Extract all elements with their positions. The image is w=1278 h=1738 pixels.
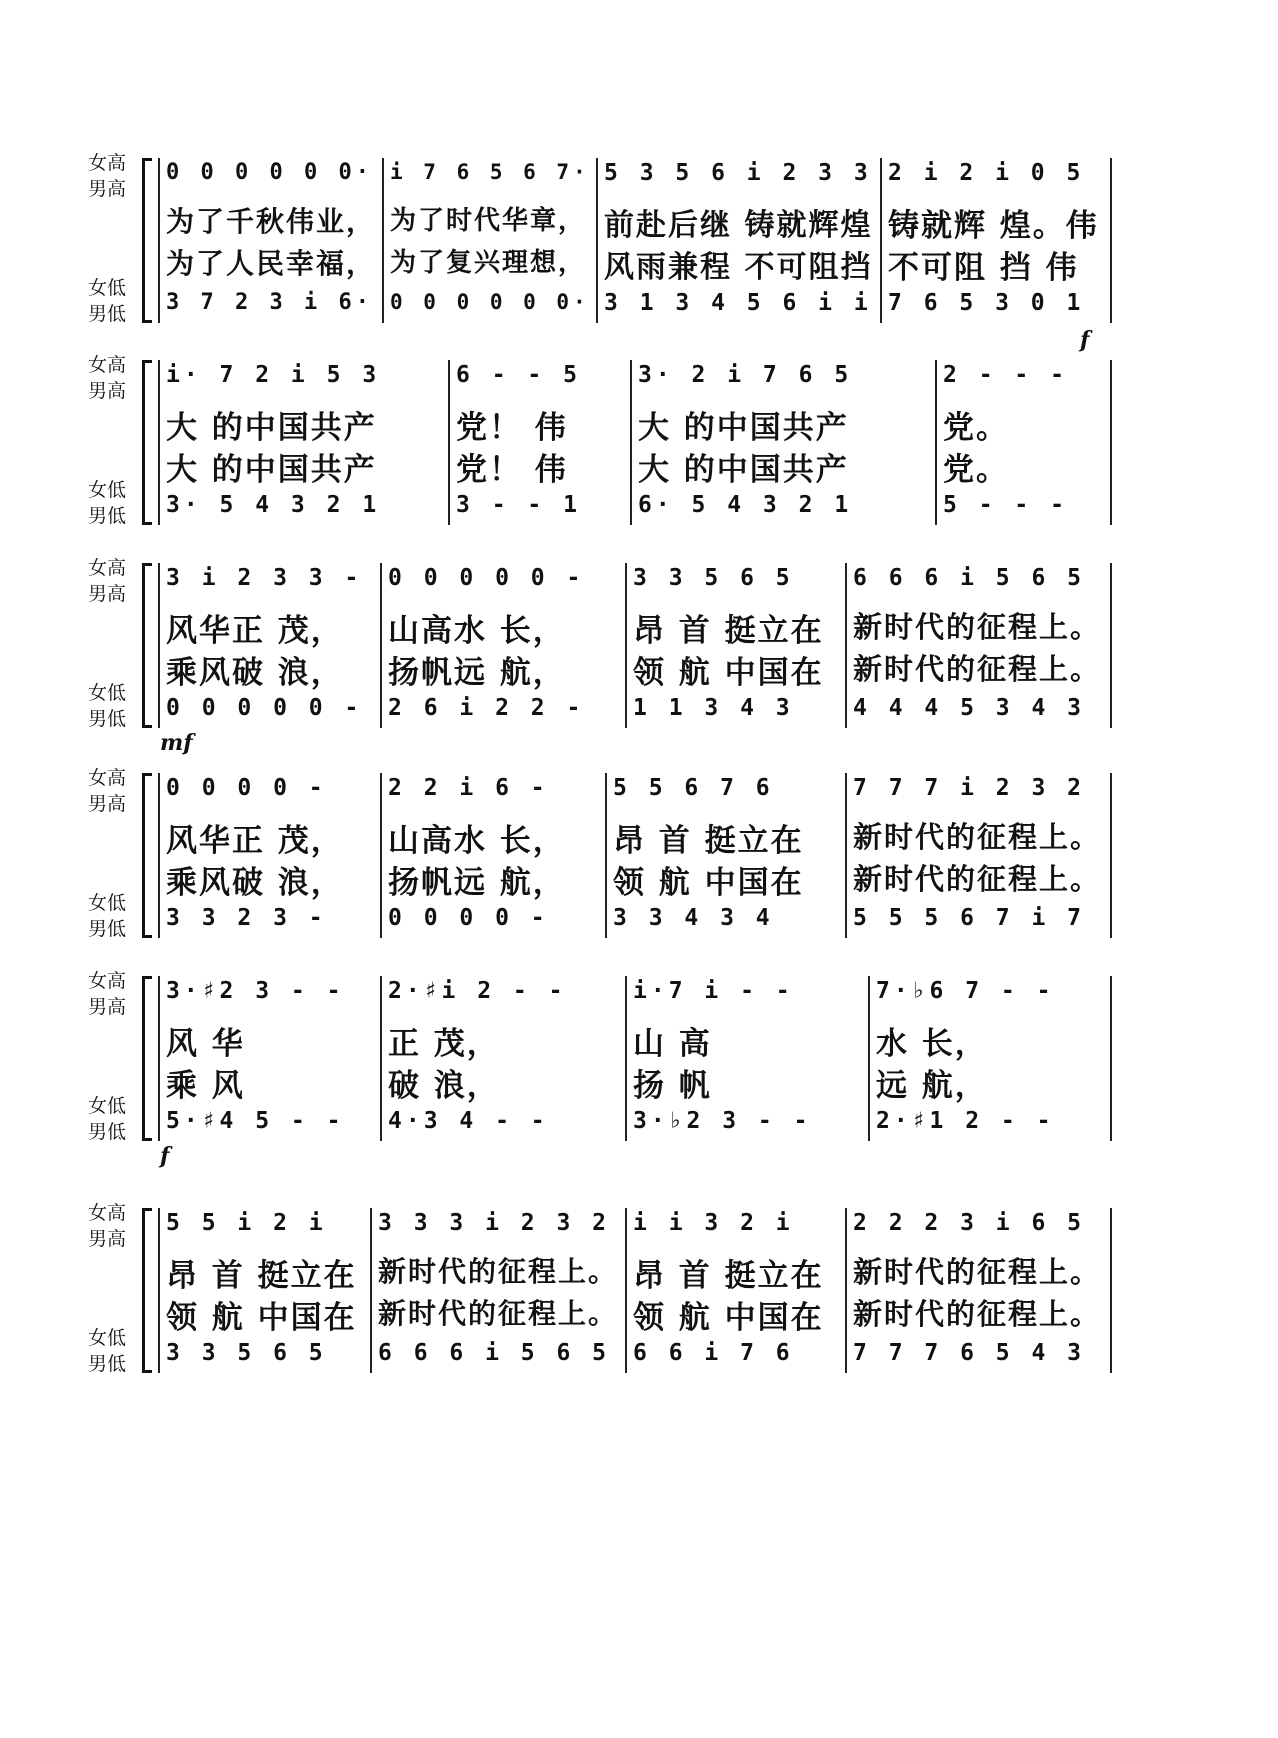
lyrics-verse-2: 为了复兴理想， [390, 248, 587, 278]
lower-part-label [88, 1325, 138, 1377]
upper-voice-notes: 0 0 0 0 0 0· [166, 160, 373, 185]
lower-voice-notes: 5 - - - [943, 492, 1068, 518]
voice-name: 男高 [88, 1228, 127, 1250]
voice-name: 女高 [88, 970, 127, 992]
voice-name: 男高 [88, 996, 127, 1018]
voice-name: 男低 [88, 1121, 127, 1143]
lyrics-verse-1: 新时代的征程上。 [853, 820, 1102, 854]
lyrics-verse-1: 山高水 长， [388, 613, 566, 649]
lyrics-verse-2: 新时代的征程上。 [853, 652, 1102, 686]
dynamic-marking: f [1080, 327, 1090, 353]
dynamic-marking: mf [160, 730, 193, 756]
lyrics-verse-1: 大 的中国共产 [166, 410, 377, 446]
lyrics-verse-1: 为了千秋伟业， [166, 205, 377, 238]
voice-name: 女高 [88, 152, 127, 174]
lyrics-verse-2: 破 浪， [388, 1068, 500, 1104]
barline [1110, 563, 1112, 728]
lower-voice-notes: 3 7 2 3 i 6· [166, 290, 373, 315]
barline [370, 1208, 372, 1373]
lyrics-verse-1: 风 华 [166, 1026, 245, 1062]
dynamic-marking: f [160, 1143, 170, 1169]
score-system [0, 352, 1278, 537]
voice-name: 男低 [88, 1353, 127, 1375]
lower-voice-notes: 3 3 4 3 4 [613, 905, 774, 931]
lyrics-verse-1: 昂 首 挺立在 [633, 1258, 824, 1294]
barline [158, 976, 160, 1141]
lyrics-verse-2: 新时代的征程上。 [853, 1297, 1102, 1331]
lower-voice-notes: 6· 5 4 3 2 1 [638, 492, 853, 518]
upper-voice-notes: 5 5 i 2 i [166, 1210, 327, 1236]
lower-voice-notes: 2·♯1 2 - - [876, 1108, 1055, 1134]
barline [935, 360, 937, 525]
voice-name: 女高 [88, 557, 127, 579]
barline [868, 976, 870, 1141]
upper-voice-notes: i i 3 2 i [633, 1210, 794, 1236]
lower-voice-notes: 7 7 7 6 5 4 3 [853, 1340, 1086, 1366]
score-system [0, 968, 1278, 1169]
barline [845, 563, 847, 728]
barline [380, 773, 382, 938]
lyrics-verse-1: 党。 [943, 410, 1009, 446]
lyrics-verse-1: 水 长， [876, 1026, 988, 1062]
lower-voice-notes: 7 6 5 3 0 1 [888, 290, 1085, 316]
lyrics-verse-2: 风雨兼程 不可阻挡 [604, 250, 873, 285]
lyrics-verse-1: 昂 首 挺立在 [633, 613, 824, 649]
lyrics-verse-1: 新时代的征程上。 [853, 1255, 1102, 1289]
lower-voice-notes: 3 1 3 4 5 6 i i [604, 290, 872, 316]
barline [630, 360, 632, 525]
barline [158, 158, 160, 323]
score-system [0, 1200, 1278, 1385]
voice-name: 女低 [88, 892, 127, 914]
lyrics-verse-2: 领 航 中国在 [633, 1300, 824, 1336]
score-system [0, 555, 1278, 756]
lower-voice-notes: 3·♭2 3 - - [633, 1108, 812, 1134]
lyrics-verse-2: 乘风破 浪， [166, 865, 344, 901]
voice-name: 女高 [88, 1202, 127, 1224]
lyrics-verse-2: 远 航， [876, 1068, 988, 1104]
upper-voice-notes: 3 i 2 3 3 - [166, 565, 363, 591]
barline [625, 563, 627, 728]
lower-voice-notes: 1 1 3 4 3 [633, 695, 794, 721]
system-bracket [142, 773, 155, 938]
upper-voice-notes: 7·♭6 7 - - [876, 978, 1055, 1004]
barline [158, 563, 160, 728]
barline [880, 158, 882, 323]
upper-voice-notes: 3 3 3 i 2 3 2 [378, 1210, 611, 1236]
voice-name: 男高 [88, 178, 127, 200]
barline [625, 1208, 627, 1373]
system-bracket [142, 1208, 155, 1373]
lyrics-verse-2: 乘 风 [166, 1068, 245, 1104]
system-bracket [142, 563, 155, 728]
barline [158, 773, 160, 938]
lower-voice-notes: 3· 5 4 3 2 1 [166, 492, 381, 518]
lyrics-verse-1: 正 茂， [388, 1026, 500, 1062]
voice-name: 女低 [88, 1095, 127, 1117]
lower-voice-notes: 0 0 0 0 - [388, 905, 549, 931]
upper-voice-notes: i·7 i - - [633, 978, 794, 1004]
system-bracket [142, 360, 155, 525]
barline [158, 360, 160, 525]
upper-voice-notes: 2 2 i 6 - [388, 775, 549, 801]
upper-voice-notes: 5 5 6 7 6 [613, 775, 774, 801]
lyrics-verse-2: 党！ 伟 [456, 452, 568, 488]
upper-voice-notes: 6 - - 5 [456, 362, 581, 388]
upper-part-label [88, 968, 138, 1020]
upper-voice-notes: 0 0 0 0 - [166, 775, 327, 801]
lyrics-verse-1: 为了时代华章， [390, 206, 587, 236]
voice-name: 男低 [88, 303, 127, 325]
lower-voice-notes: 0 0 0 0 0 - [166, 695, 363, 721]
lyrics-verse-2: 领 航 中国在 [633, 655, 824, 691]
upper-voice-notes: 2·♯i 2 - - [388, 978, 567, 1004]
upper-part-label [88, 555, 138, 607]
lyrics-verse-2: 领 航 中国在 [613, 865, 804, 901]
lyrics-verse-1: 风华正 茂， [166, 823, 344, 859]
barline [1110, 158, 1112, 323]
upper-voice-notes: 0 0 0 0 0 - [388, 565, 585, 591]
upper-part-label [88, 1200, 138, 1252]
upper-part-label [88, 765, 138, 817]
voice-name: 男高 [88, 793, 127, 815]
lower-voice-notes: 6 6 i 7 6 [633, 1340, 794, 1366]
lyrics-verse-2: 乘风破 浪， [166, 655, 344, 691]
barline [380, 563, 382, 728]
score-system [0, 150, 1278, 353]
lyrics-verse-1: 新时代的征程上。 [378, 1255, 619, 1288]
lyrics-verse-1: 新时代的征程上。 [853, 610, 1102, 644]
voice-name: 女高 [88, 354, 127, 376]
score-system [0, 765, 1278, 950]
upper-voice-notes: 7 7 7 i 2 3 2 [853, 775, 1086, 801]
lyrics-verse-1: 昂 首 挺立在 [613, 823, 804, 859]
upper-voice-notes: 3·♯2 3 - - [166, 978, 345, 1004]
lyrics-verse-2: 扬帆远 航， [388, 655, 566, 691]
lyrics-verse-2: 扬 帆 [633, 1068, 712, 1104]
lyrics-verse-2: 大 的中国共产 [638, 452, 849, 488]
lower-part-label [88, 680, 138, 732]
barline [1110, 773, 1112, 938]
voice-name: 女低 [88, 1327, 127, 1349]
lower-part-label [88, 890, 138, 942]
voice-name: 男高 [88, 380, 127, 402]
barline [605, 773, 607, 938]
lyrics-verse-1: 铸就辉 煌。伟 [888, 208, 1099, 244]
lower-voice-notes: 3 3 2 3 - [166, 905, 327, 931]
barline [1110, 360, 1112, 525]
upper-voice-notes: i· 7 2 i 5 3 [166, 362, 381, 388]
lyrics-verse-2: 扬帆远 航， [388, 865, 566, 901]
barline [625, 976, 627, 1141]
lower-part-label [88, 1093, 138, 1145]
upper-voice-notes: 5 3 5 6 i 2 3 3 [604, 160, 872, 186]
lower-voice-notes: 6 6 6 i 5 6 5 [378, 1340, 611, 1366]
voice-name: 男低 [88, 918, 127, 940]
system-bracket [142, 158, 155, 323]
upper-voice-notes: 2 i 2 i 0 5 [888, 160, 1085, 186]
voice-name: 女低 [88, 277, 127, 299]
lyrics-verse-2: 为了人民幸福， [166, 247, 377, 280]
barline [1110, 976, 1112, 1141]
lower-voice-notes: 3 3 5 6 5 [166, 1340, 327, 1366]
system-bracket [142, 976, 155, 1141]
upper-voice-notes: 6 6 6 i 5 6 5 [853, 565, 1086, 591]
voice-name: 女高 [88, 767, 127, 789]
lyrics-verse-1: 前赴后继 铸就辉煌 [604, 208, 873, 243]
barline [380, 976, 382, 1141]
lyrics-verse-1: 山 高 [633, 1026, 712, 1062]
voice-name: 女低 [88, 682, 127, 704]
lyrics-verse-1: 党！ 伟 [456, 410, 568, 446]
lyrics-verse-2: 不可阻 挡 伟 [888, 250, 1079, 286]
barline [382, 158, 384, 323]
lyrics-verse-2: 领 航 中国在 [166, 1300, 357, 1336]
voice-name: 女低 [88, 479, 127, 501]
barline [845, 1208, 847, 1373]
upper-part-label [88, 150, 138, 202]
upper-voice-notes: 2 2 2 3 i 6 5 [853, 1210, 1086, 1236]
lower-voice-notes: 5 5 5 6 7 i 7 [853, 905, 1086, 931]
lower-voice-notes: 3 - - 1 [456, 492, 581, 518]
barline [158, 1208, 160, 1373]
voice-name: 男高 [88, 583, 127, 605]
barline [1110, 1208, 1112, 1373]
lyrics-verse-2: 党。 [943, 452, 1009, 488]
lower-part-label [88, 275, 138, 327]
barline [596, 158, 598, 323]
upper-part-label [88, 352, 138, 404]
upper-voice-notes: 2 - - - [943, 362, 1068, 388]
voice-name: 男低 [88, 708, 127, 730]
lyrics-verse-1: 大 的中国共产 [638, 410, 849, 446]
lower-voice-notes: 2 6 i 2 2 - [388, 695, 585, 721]
lyrics-verse-2: 新时代的征程上。 [378, 1297, 619, 1330]
lyrics-verse-2: 新时代的征程上。 [853, 862, 1102, 896]
lyrics-verse-2: 大 的中国共产 [166, 452, 377, 488]
upper-voice-notes: 3· 2 i 7 6 5 [638, 362, 853, 388]
voice-name: 男低 [88, 505, 127, 527]
lower-voice-notes: 4·3 4 - - [388, 1108, 549, 1134]
lower-voice-notes: 5·♯4 5 - - [166, 1108, 345, 1134]
upper-voice-notes: 3 3 5 6 5 [633, 565, 794, 591]
barline [845, 773, 847, 938]
lyrics-verse-1: 昂 首 挺立在 [166, 1258, 357, 1294]
lower-voice-notes: 0 0 0 0 0 0· [390, 290, 590, 314]
upper-voice-notes: i 7 6 5 6 7· [390, 160, 590, 184]
lower-voice-notes: 4 4 4 5 3 4 3 [853, 695, 1086, 721]
lower-part-label [88, 477, 138, 529]
lyrics-verse-1: 风华正 茂， [166, 613, 344, 649]
lyrics-verse-1: 山高水 长， [388, 823, 566, 859]
barline [448, 360, 450, 525]
